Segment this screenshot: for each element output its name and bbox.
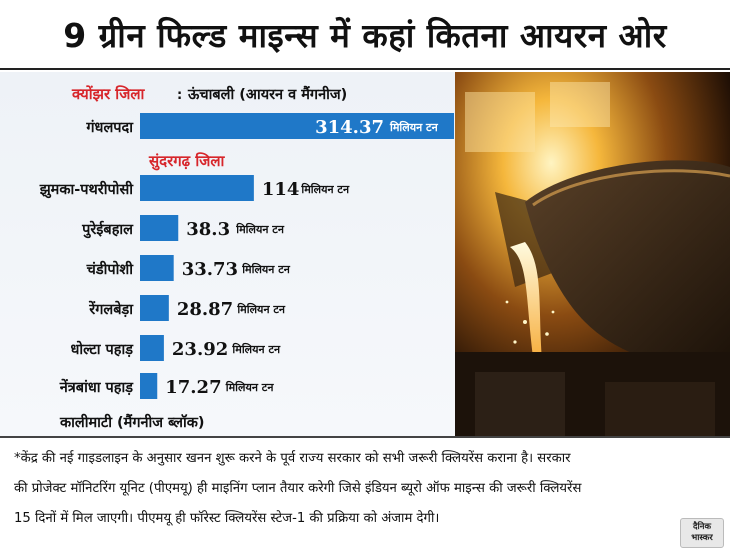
unit-label: मिलियन टन [236, 223, 284, 236]
category-label: झुमका-पथरीपोसी [39, 182, 133, 198]
page-title: 9 ग्रीन फिल्ड माइन्स में कहां कितना आयरन ओर [63, 15, 667, 55]
unit-label: मिलियन टन [232, 343, 281, 356]
value-label: 28.87 [176, 299, 234, 320]
section-district-label: क्योंझर जिला [72, 85, 145, 103]
logo-line: दैनिक [693, 522, 711, 532]
footnote-divider [0, 436, 730, 438]
steel-pour-photo [455, 72, 730, 436]
value-label: 38.3 [186, 219, 231, 240]
footnote-line: 15 दिनों में मिल जाएगी। पीएमयू ही फॉरेस्ट क्लियरेंस स्टेज-1 की प्रक्रिया को अंजाम देगी। [14, 511, 440, 526]
category-label: चंडीपोशी [86, 262, 133, 278]
unit-label: मिलियन टन [301, 183, 350, 196]
bar [140, 215, 178, 241]
title-divider [0, 68, 730, 70]
footnote-line: की प्रोजेक्ट मॉनिटरिंग यूनिट (पीएमयू) ही माइनिंग प्लान तैयार करेगी जिसे इंडियन ब्यूरो ऑफ माइन्स की जरूरी क्लियरेंस [14, 481, 582, 496]
bar [140, 175, 254, 201]
value-label: 17.27 [165, 377, 222, 398]
footnote [14, 444, 714, 534]
value-label: 114 [261, 179, 300, 200]
extra-item-label: कालीमाटी (मैंगनीज ब्लॉक) [60, 415, 205, 431]
bar [140, 295, 169, 321]
unit-label: मिलियन टन [242, 263, 290, 276]
category-label: नेंत्रबांधा पहाड़ [59, 380, 133, 396]
category-label: रेंगलबेड़ा [89, 302, 133, 318]
footnote-line: *केंद्र की नई गाइडलाइन के अनुसार खनन शुरू करने के पूर्व राज्य सरकार को सभी जरूरी क्लियरेंस कराना है। सरकार [14, 451, 571, 466]
value-label: 23.92 [171, 339, 229, 360]
bar [140, 255, 174, 281]
unit-label: मिलियन टन [237, 303, 286, 316]
section-detail-label: ऊंचाबली (आयरन व मैंगनीज) [188, 87, 348, 103]
unit-label: मिलियन टन [390, 121, 438, 134]
category-label: गंधलपदा [86, 120, 133, 136]
unit-label: मिलियन टन [225, 381, 274, 394]
value-label: 33.73 [181, 259, 239, 280]
section-district-label: सुंदरगढ़ जिला [149, 152, 225, 170]
category-label: धोल्टा पहाड़ [70, 342, 133, 358]
bar [140, 373, 157, 399]
category-label: पुरेईबहाल [82, 222, 133, 238]
value-label: 314.37 [315, 117, 384, 138]
bar [140, 335, 164, 361]
dainik-bhaskar-logo [680, 518, 724, 548]
section-separator: : [177, 88, 183, 103]
logo-line: भास्कर [691, 533, 713, 543]
